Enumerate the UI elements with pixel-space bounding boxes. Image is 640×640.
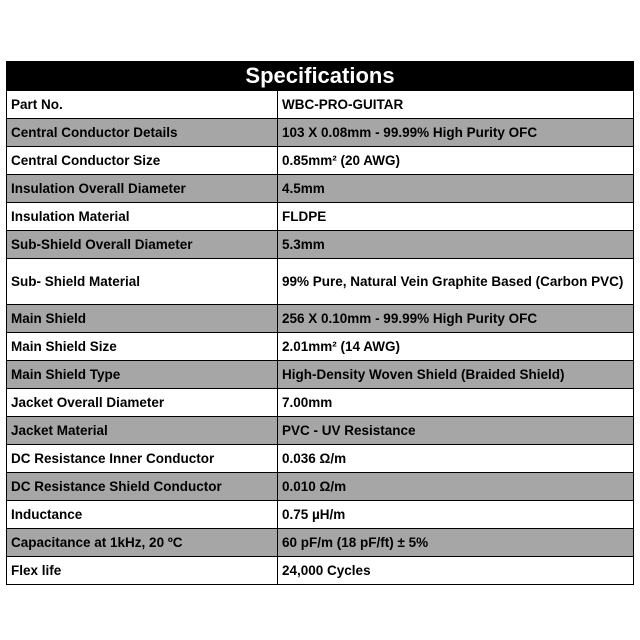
- table-header-row: [7, 62, 634, 91]
- specifications-table: [6, 61, 634, 585]
- table-row: [7, 203, 634, 231]
- table-row: [7, 417, 634, 445]
- table-row: [7, 501, 634, 529]
- spec-value: 99% Pure, Natural Vein Graphite Based (Carbon PVC): [278, 259, 634, 305]
- spec-value: WBC-PRO-GUITAR: [278, 91, 634, 119]
- spec-value: 60 pF/m (18 pF/ft) ± 5%: [278, 529, 634, 557]
- spec-value: 2.01mm² (14 AWG): [278, 333, 634, 361]
- table-title: Specifications: [7, 62, 634, 91]
- table-row: [7, 119, 634, 147]
- spec-label: Inductance: [7, 501, 278, 529]
- spec-label: Main Shield: [7, 305, 278, 333]
- table-row: [7, 259, 634, 305]
- spec-label: Jacket Overall Diameter: [7, 389, 278, 417]
- spec-label: Central Conductor Size: [7, 147, 278, 175]
- spec-label: Flex life: [7, 557, 278, 585]
- spec-value: 5.3mm: [278, 231, 634, 259]
- spec-label: Insulation Overall Diameter: [7, 175, 278, 203]
- spec-label: DC Resistance Inner Conductor: [7, 445, 278, 473]
- table-row: [7, 529, 634, 557]
- table-row: [7, 305, 634, 333]
- table-row: [7, 361, 634, 389]
- table-row: [7, 557, 634, 585]
- spec-value: 4.5mm: [278, 175, 634, 203]
- spec-value: 0.75 µH/m: [278, 501, 634, 529]
- spec-value: PVC - UV Resistance: [278, 417, 634, 445]
- table-row: [7, 445, 634, 473]
- spec-label: Main Shield Size: [7, 333, 278, 361]
- spec-label: Insulation Material: [7, 203, 278, 231]
- spec-value: 0.010 Ω/m: [278, 473, 634, 501]
- table-row: [7, 147, 634, 175]
- table-row: [7, 333, 634, 361]
- spec-value: 7.00mm: [278, 389, 634, 417]
- spec-value: 0.036 Ω/m: [278, 445, 634, 473]
- spec-value: 0.85mm² (20 AWG): [278, 147, 634, 175]
- spec-value: FLDPE: [278, 203, 634, 231]
- spec-value: High-Density Woven Shield (Braided Shield): [278, 361, 634, 389]
- spec-label: Part No.: [7, 91, 278, 119]
- table-row: [7, 473, 634, 501]
- table-row: [7, 91, 634, 119]
- spec-label: Capacitance at 1kHz, 20 ºC: [7, 529, 278, 557]
- spec-label: Sub- Shield Material: [7, 259, 278, 305]
- table-row: [7, 389, 634, 417]
- spec-label: Central Conductor Details: [7, 119, 278, 147]
- spec-label: DC Resistance Shield Conductor: [7, 473, 278, 501]
- spec-value: 103 X 0.08mm - 99.99% High Purity OFC: [278, 119, 634, 147]
- spec-value: 256 X 0.10mm - 99.99% High Purity OFC: [278, 305, 634, 333]
- table-row: [7, 175, 634, 203]
- spec-label: Jacket Material: [7, 417, 278, 445]
- spec-label: Sub-Shield Overall Diameter: [7, 231, 278, 259]
- spec-label: Main Shield Type: [7, 361, 278, 389]
- table-row: [7, 231, 634, 259]
- spec-value: 24,000 Cycles: [278, 557, 634, 585]
